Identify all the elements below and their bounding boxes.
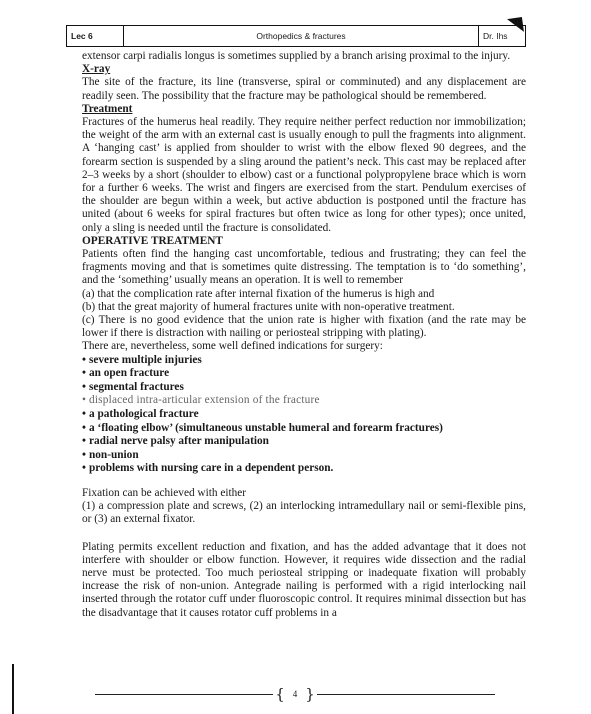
list-item: • non-union <box>82 448 139 461</box>
list-item: • problems with nursing care in a dependent person. <box>82 462 334 475</box>
operative-paragraph: Patients often find the hanging cast uncomfortable, tedious and frustrating; they can feel the fragments moving and that is sometimes quite distressing. The temptation is to ‘do something’, and the ‘something’ usually means an operation. It is well to remember <box>82 248 526 287</box>
corner-triangle-icon <box>507 17 524 34</box>
remember-item-b: (b) that the great majority of humeral fractures unite with non-operative treatment. <box>82 300 455 313</box>
right-brace-icon: } <box>305 685 315 703</box>
intro-paragraph: extensor carpi radialis longus is sometimes supplied by a branch arising proximal to the injury. <box>82 50 511 62</box>
xray-paragraph: The site of the fracture, its line (transverse, spiral or comminuted) and any displacement are readily seen. The possibility that the fracture may be pathological should be remembered. <box>82 76 526 102</box>
fixation-intro: Fixation can be achieved with either <box>82 487 247 500</box>
xray-heading: X-ray <box>82 63 111 76</box>
page-header <box>66 25 526 47</box>
list-item: • displaced intra-articular extension of the fracture <box>82 394 320 407</box>
header-author: Dr. Ihs <box>478 26 525 46</box>
bullet-icon: • <box>82 353 86 366</box>
treatment-paragraph: Fractures of the humerus heal readily. They require neither perfect reduction nor immobilization; the weight of the arm with an external cast is usually enough to pull the fragments into alignment. A ‘hanging cast’ is applied from shoulder to wrist with the elbow flexed 90 degrees, and the forearm section is suspended by a sling around the patient’s neck. This cast may be replaced after 2–3 weeks by a short (shoulder to elbow) cast or a functional polypropylene brace which is worn for a further 6 weeks. The wrist and fingers are exercised from the start. Pendulum exercises of the shoulder are begun within a week, but active abduction is postponed until the fracture has united (about 6 weeks for spiral fractures but often twice as long for other types); once united, only a sling is needed until the fracture is consolidated. <box>82 116 526 234</box>
margin-mark <box>12 664 14 714</box>
page-content <box>82 50 526 620</box>
treatment-heading: Treatment <box>82 102 133 115</box>
list-item: • a ‘floating elbow’ (simultaneous unstable humeral and forearm fractures) <box>82 421 443 434</box>
plating-paragraph: Plating permits excellent reduction and fixation, and has the added advantage that it does not interfere with shoulder or elbow function. However, it requires wide dissection and the radial nerve must be protected. Too much periosteal stripping or inadequate fixation will probably increase the risk of non-union. Antegrade nailing is performed with a rigid interlocking nail inserted through the rotator cuff under fluoroscopic control. It requires minimal dissection but has the disadvantage that it causes rotator cuff problems in a <box>82 540 526 619</box>
bullet-icon: • <box>82 394 87 407</box>
list-item: • segmental fractures <box>82 380 184 393</box>
list-item: • severe multiple injuries <box>82 353 202 366</box>
bullet-icon: • <box>82 448 86 461</box>
footer-rule-left <box>95 694 273 695</box>
page-number: 4 <box>292 689 298 699</box>
list-item: • an open fracture <box>82 367 170 380</box>
bullet-icon: • <box>82 462 86 475</box>
bullet-icon: • <box>82 380 86 393</box>
list-item: • a pathological fracture <box>82 408 199 421</box>
header-title: Orthopedics & fractures <box>256 31 346 41</box>
bullet-icon: • <box>82 408 86 421</box>
bullet-icon: • <box>82 367 86 380</box>
list-item: • radial nerve palsy after manipulation <box>82 435 269 448</box>
remember-item-c: (c) There is no good evidence that the union rate is higher with fixation (and the rate may be lower if there is distraction with nailing or periosteal stripping with plating). <box>82 314 526 340</box>
bullet-icon: • <box>82 435 86 448</box>
remember-item-a: (a) that the complication rate after internal fixation of the humerus is high and <box>82 287 435 300</box>
footer-rule-right <box>317 694 495 695</box>
indications-intro: There are, nevertheless, some well defined indications for surgery: <box>82 340 383 353</box>
operative-heading: OPERATIVE TREATMENT <box>82 234 223 247</box>
bullet-icon: • <box>82 421 86 434</box>
left-brace-icon: { <box>275 685 285 703</box>
indications-list <box>82 354 526 476</box>
fixation-options: (1) a compression plate and screws, (2) an interlocking intramedullary nail or semi-flexible pins, or (3) an external fixator. <box>82 500 526 526</box>
page-footer <box>95 686 495 702</box>
lecture-label: Lec 6 <box>67 26 124 46</box>
